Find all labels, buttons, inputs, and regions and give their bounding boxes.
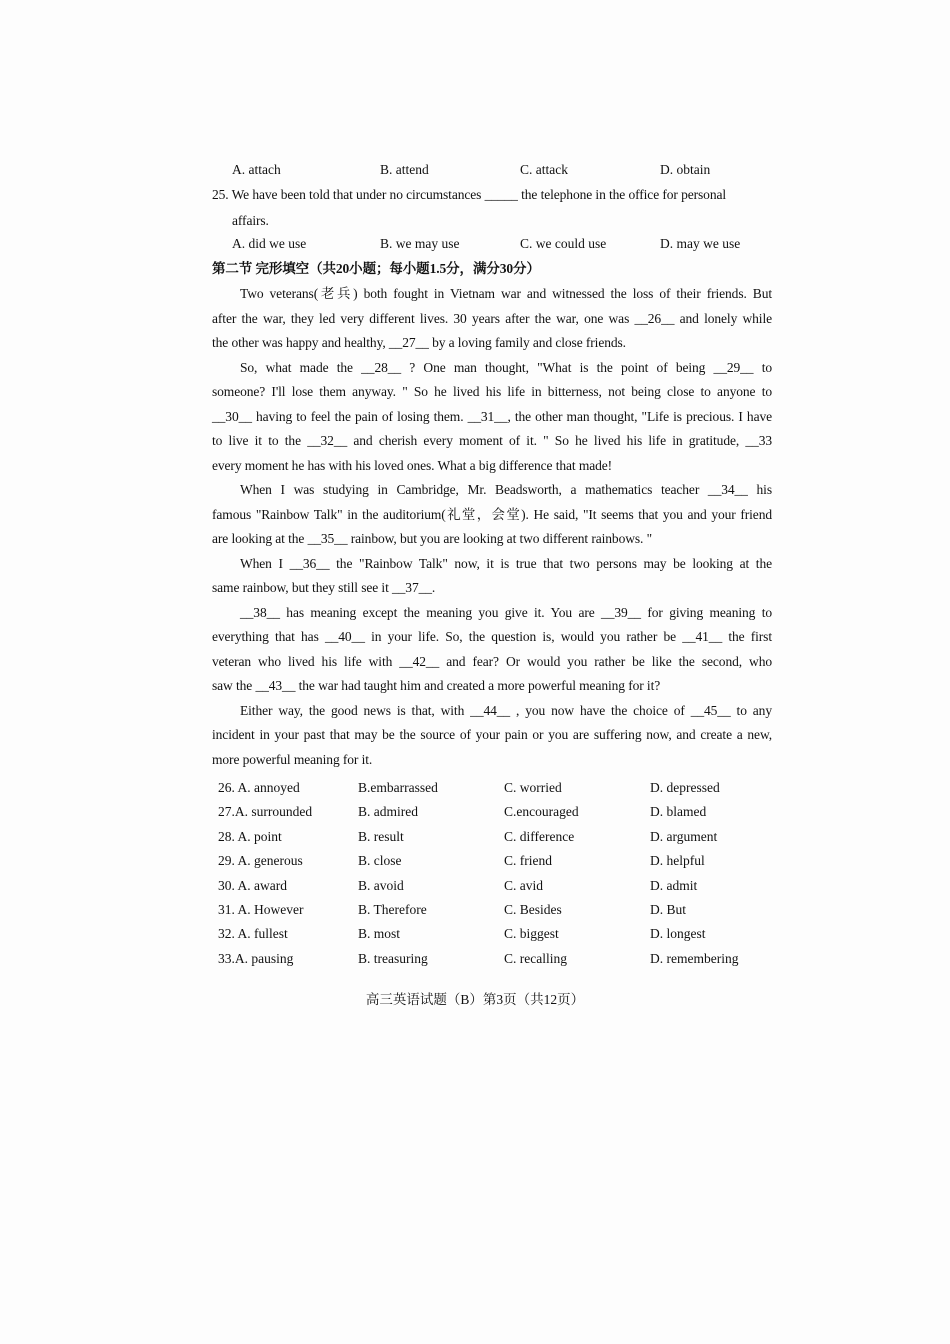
option-c: C. avid bbox=[504, 878, 543, 893]
option-a: 31. A. However bbox=[218, 902, 304, 917]
passage-line: famous "Rainbow Talk" in the auditorium(礼堂，会堂). He said, "It seems that you and your friend bbox=[212, 507, 772, 522]
passage-line: incident in your past that may be the source of your pain or you are suffering now, and create a new, bbox=[212, 727, 772, 742]
passage-line: So, what made the __28__ ? One man thought, "What is the point of being __29__ to bbox=[240, 360, 772, 375]
cloze-option-row bbox=[218, 878, 778, 896]
option-c: C. friend bbox=[504, 853, 552, 868]
option-a: 29. A. generous bbox=[218, 853, 303, 868]
passage-line: are looking at the __35__ rainbow, but you are looking at two different rainbows. " bbox=[212, 531, 652, 546]
option-c: C. biggest bbox=[504, 926, 559, 941]
passage-line: When I __36__ the "Rainbow Talk" now, it is true that two persons may be looking at the bbox=[240, 556, 772, 571]
option-c: C. we could use bbox=[520, 236, 607, 251]
option-d: D. may we use bbox=[660, 236, 741, 251]
option-a: 28. A. point bbox=[218, 829, 282, 844]
option-b: B. most bbox=[358, 926, 401, 941]
option-c: C.encouraged bbox=[504, 804, 579, 819]
passage-line: veteran who lived his life with __42__ and fear? Or would you rather be like the second, who bbox=[212, 654, 772, 669]
option-d: D. helpful bbox=[650, 853, 705, 868]
option-c: C. worried bbox=[504, 780, 562, 795]
option-a: A. attach bbox=[232, 162, 281, 177]
passage-line: Either way, the good news is that, with __44__ , you now have the choice of __45__ to any bbox=[240, 703, 772, 718]
option-b: B. admired bbox=[358, 804, 418, 819]
q25-stem-line2: affairs. bbox=[232, 213, 269, 228]
option-b: B.embarrassed bbox=[358, 780, 438, 795]
option-b: B. treasuring bbox=[358, 951, 428, 966]
option-b: B. Therefore bbox=[358, 902, 427, 917]
passage-line: after the war, they led very different lives. 30 years after the war, one was __26__ and lonely while bbox=[212, 311, 772, 326]
cloze-option-row bbox=[218, 780, 778, 798]
passage-line: same rainbow, but they still see it __37__. bbox=[212, 580, 436, 595]
passage-line: more powerful meaning for it. bbox=[212, 752, 373, 767]
cloze-option-row bbox=[218, 804, 778, 822]
option-c: C. difference bbox=[504, 829, 575, 844]
cloze-option-row bbox=[218, 951, 778, 969]
page-footer: 高三英语试题（B）第3页（共12页） bbox=[365, 992, 585, 1007]
option-d: D. remembering bbox=[650, 951, 739, 966]
option-c: C. Besides bbox=[504, 902, 562, 917]
q25-stem-line1: 25. We have been told that under no circumstances _____ the telephone in the office for personal bbox=[212, 187, 727, 202]
option-a: 30. A. award bbox=[218, 878, 287, 893]
option-d: D. But bbox=[650, 902, 687, 917]
option-b: B. attend bbox=[380, 162, 429, 177]
passage-line: When I was studying in Cambridge, Mr. Beadsworth, a mathematics teacher __34__ his bbox=[240, 482, 772, 497]
passage-line: someone? I'll lose them anyway. " So he lived his life in bitterness, not being close to anyone to bbox=[212, 384, 772, 399]
cloze-option-row bbox=[218, 902, 778, 920]
option-d: D. admit bbox=[650, 878, 698, 893]
cloze-option-row bbox=[218, 829, 778, 847]
option-d: D. depressed bbox=[650, 780, 720, 795]
option-a: 32. A. fullest bbox=[218, 926, 288, 941]
option-c: C. recalling bbox=[504, 951, 567, 966]
section-title: 第二节 完形填空（共20小题；每小题1.5分，满分30分） bbox=[212, 261, 540, 276]
option-a: 26. A. annoyed bbox=[218, 780, 300, 795]
option-b: B. we may use bbox=[380, 236, 460, 251]
option-b: B. result bbox=[358, 829, 404, 844]
passage-line: everything that has __40__ in your life. So, the question is, would you rather be __41__ the first bbox=[212, 629, 772, 644]
passage-line: saw the __43__ the war had taught him and created a more powerful meaning for it? bbox=[212, 678, 661, 693]
option-d: D. blamed bbox=[650, 804, 707, 819]
option-d: D. obtain bbox=[660, 162, 711, 177]
q25-options bbox=[232, 236, 792, 254]
option-c: C. attack bbox=[520, 162, 568, 177]
passage-line: __38__ has meaning except the meaning you give it. You are __39__ for giving meaning to bbox=[240, 605, 772, 620]
passage-line: to live it to the __32__ and cherish every moment of it. " So he lived his life in gratitude, __33 bbox=[212, 433, 772, 448]
passage-line: the other was happy and healthy, __27__ by a loving family and close friends. bbox=[212, 335, 626, 350]
passage-line: every moment he has with his loved ones. What a big difference that made! bbox=[212, 458, 613, 473]
cloze-option-row bbox=[218, 926, 778, 944]
option-a: 33.A. pausing bbox=[218, 951, 294, 966]
cloze-option-row bbox=[218, 853, 778, 871]
q24-options bbox=[232, 162, 792, 180]
option-d: D. argument bbox=[650, 829, 718, 844]
option-a: 27.A. surrounded bbox=[218, 804, 313, 819]
option-a: A. did we use bbox=[232, 236, 307, 251]
option-b: B. close bbox=[358, 853, 402, 868]
option-d: D. longest bbox=[650, 926, 706, 941]
option-b: B. avoid bbox=[358, 878, 404, 893]
passage-line: Two veterans(老兵) both fought in Vietnam war and witnessed the loss of their friends. But bbox=[240, 286, 772, 301]
passage-line: __30__ having to feel the pain of losing them. __31__, the other man thought, "Life is precious. I have bbox=[212, 409, 772, 424]
